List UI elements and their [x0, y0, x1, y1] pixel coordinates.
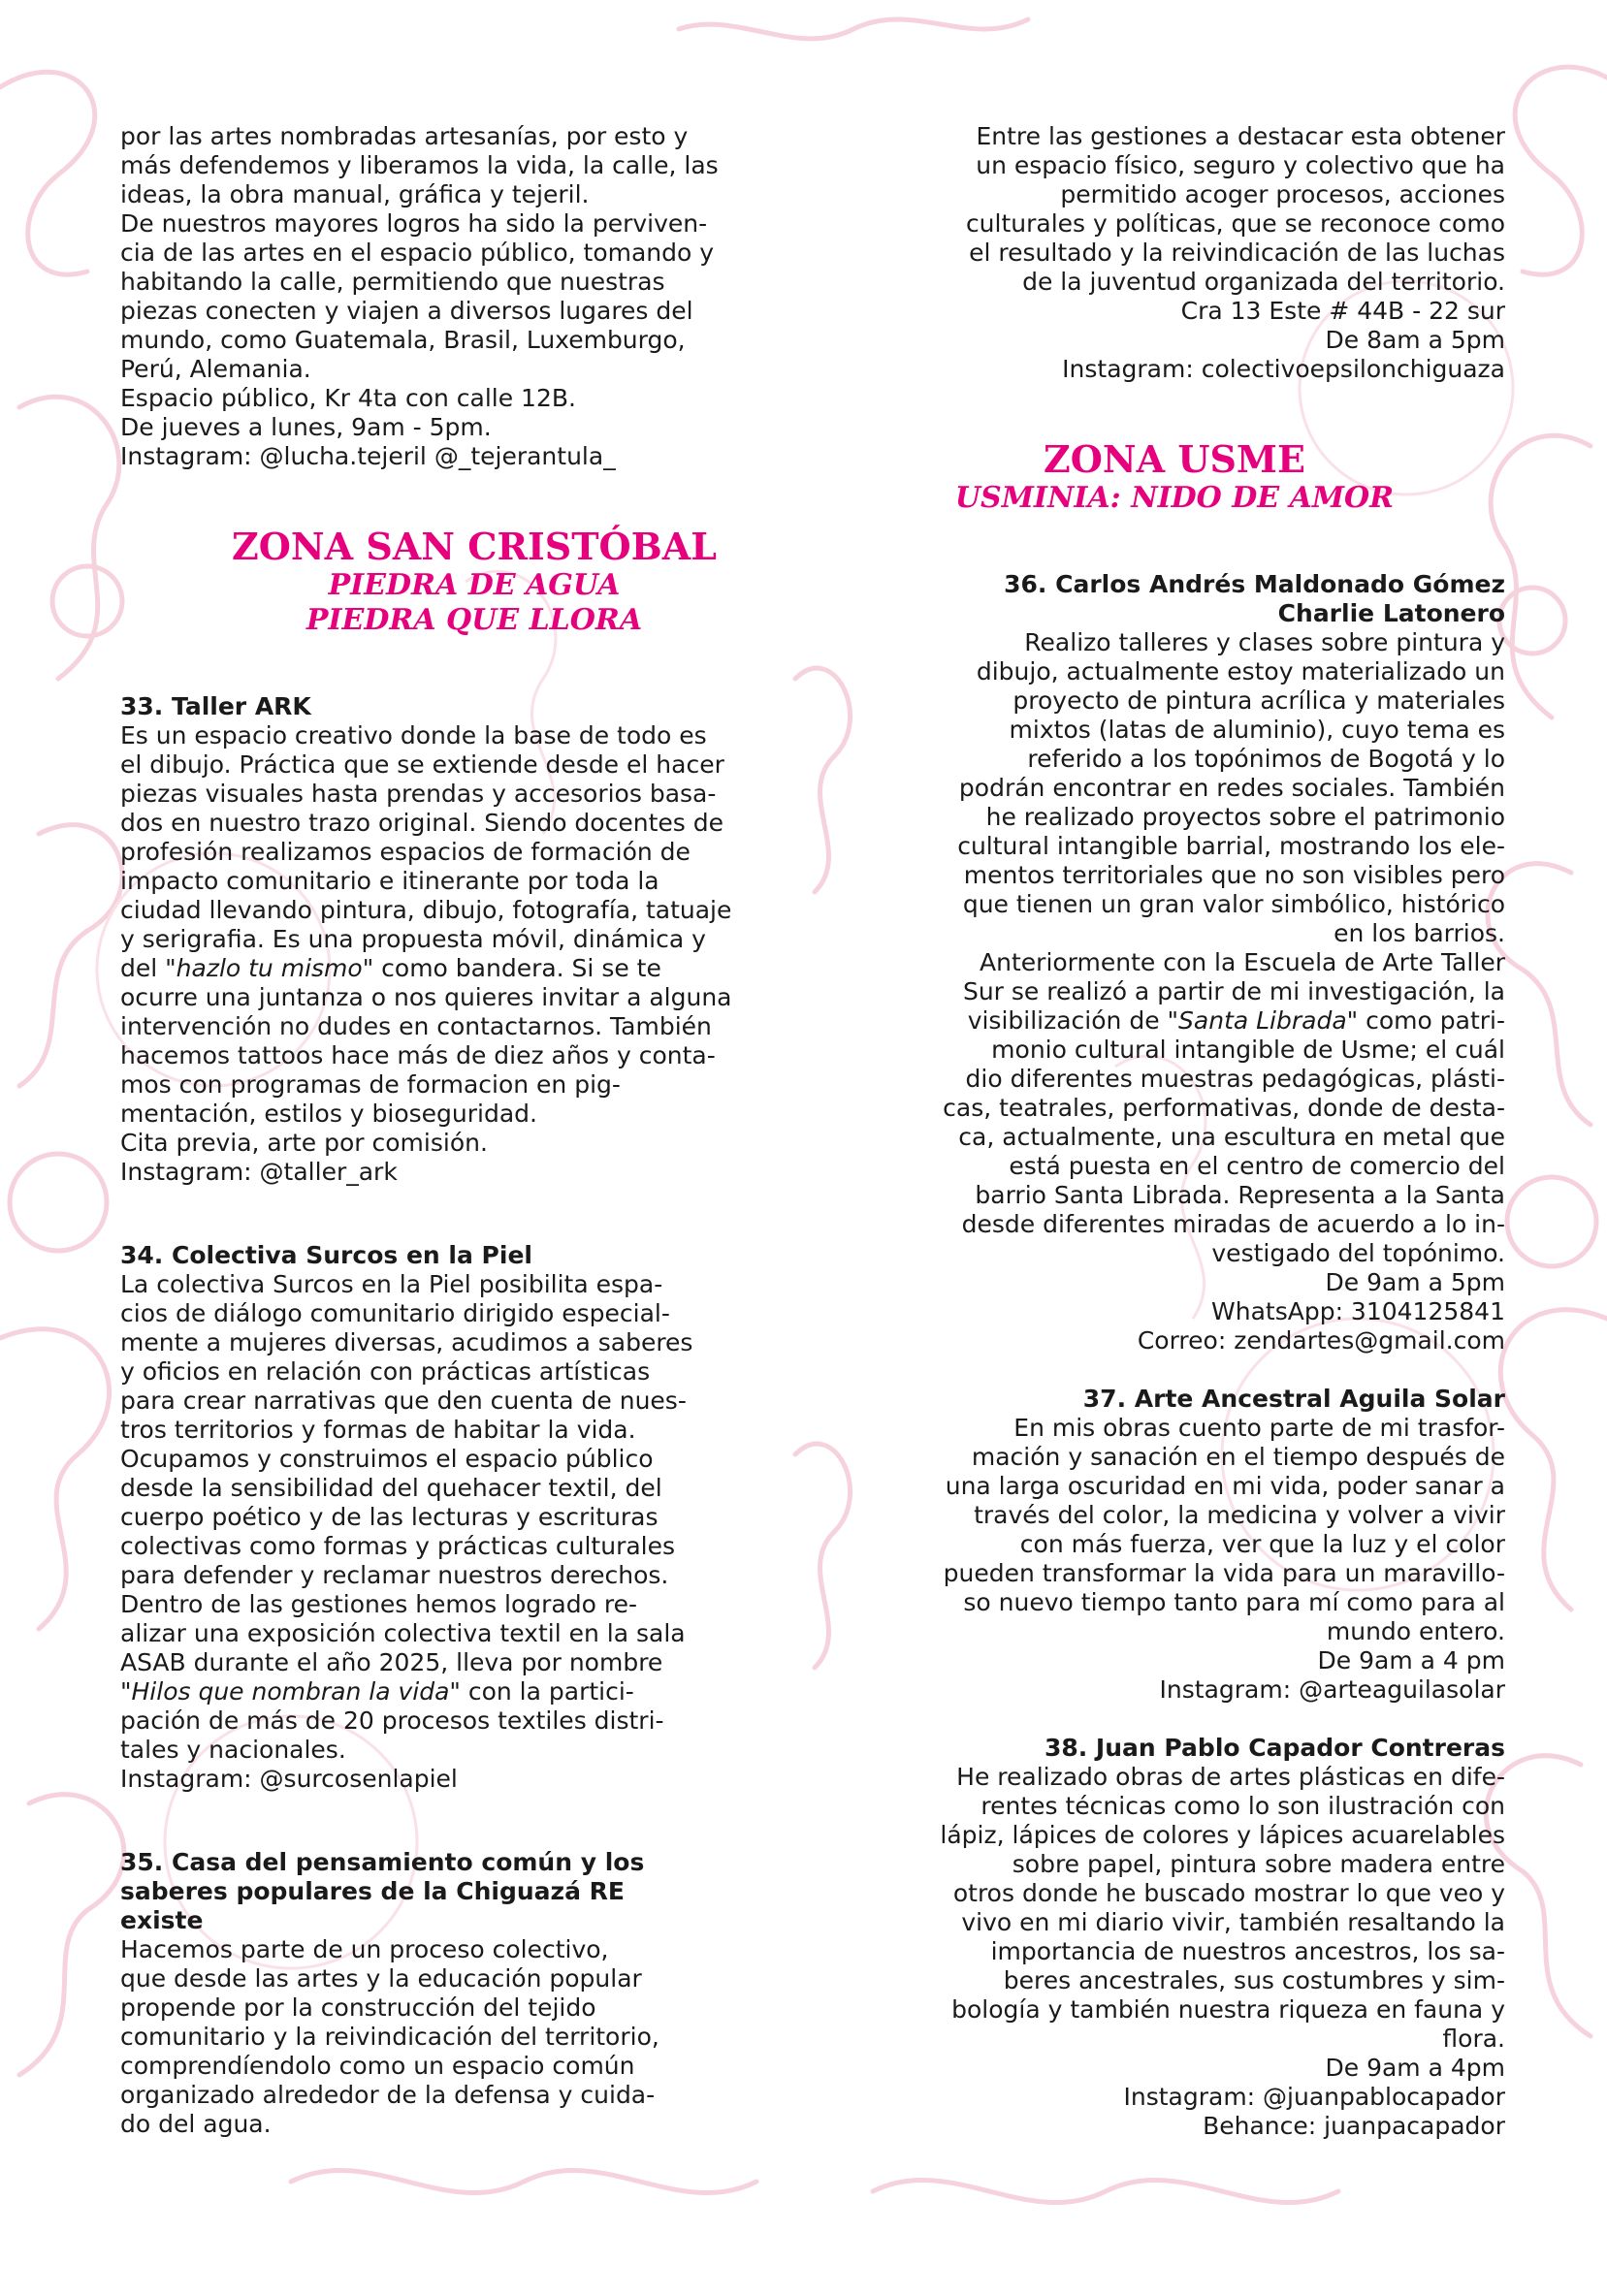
entry-38: [844, 1734, 1505, 2141]
text-line: habitando la calle, permitiendo que nuestras: [120, 268, 665, 296]
text-line: dio diferentes muestras pedagógicas, plásti-: [965, 1065, 1505, 1093]
text-line: con la partici-: [460, 1677, 634, 1706]
text-line: podrán encontrar en redes sociales. También: [958, 774, 1505, 802]
text-line: bología y también nuestra riqueza en fauna y: [951, 1995, 1505, 2024]
text-line: por las artes nombradas artesanías, por esto y: [120, 122, 689, 150]
text-line: mación y sanación en el tiempo después de: [971, 1443, 1505, 1471]
text-line: organizado alrededor de la defensa y cuida-: [120, 2081, 656, 2109]
text-line: He realizado obras de artes plásticas en dife-: [956, 1763, 1505, 1791]
zone-subtitle: USMINIA: NIDO DE AMOR: [954, 481, 1395, 515]
text-line: pación de más de 20 procesos textiles distri-: [120, 1706, 664, 1735]
text-line: beres ancestrales, sus costumbres y sim-: [1003, 1966, 1505, 1994]
text-line: pueden transformar la vida para un maravillo-: [943, 1559, 1505, 1587]
text-line: Anteriormente con la Escuela de Arte Taller: [980, 948, 1505, 976]
left-column: [120, 122, 828, 2139]
text-line: alizar una exposición colectiva textil en la sala: [120, 1619, 686, 1647]
entry-body: [120, 1270, 828, 1794]
text-line: mundo, como Guatemala, Brasil, Luxemburgo,: [120, 326, 686, 354]
text-line: y oficios en relación con prácticas artísticas: [120, 1357, 651, 1386]
emphasis-text: "hazlo tu mismo": [165, 954, 374, 982]
instagram-handle: Instagram: colectivoepsilonchiguaza: [1062, 355, 1505, 383]
text-line: importancia de nuestros ancestros, los sa-: [990, 1937, 1505, 1965]
text-line: Instagram: @lucha.tejeril @_tejerantula_: [120, 442, 616, 470]
text-line: vivo en mi diario vivir, también resaltando la: [961, 1908, 1505, 1936]
text-line: ciudad llevando pintura, dibujo, fotografía, tatuaje: [120, 896, 732, 924]
text-line: mentación, estilos y bioseguridad.: [120, 1100, 537, 1128]
text-line: sobre papel, pintura sobre madera entre: [1012, 1850, 1505, 1878]
text-line: de la juventud organizada del territorio.: [1022, 268, 1505, 296]
text-line: impacto comunitario e itinerante por toda la: [120, 867, 659, 895]
text-line: como patri-: [1358, 1006, 1505, 1035]
text-line: tros territorios y formas de habitar la vida.: [120, 1416, 636, 1444]
text-line: Espacio público, Kr 4ta con calle 12B.: [120, 384, 576, 412]
text-line: piezas visuales hasta prendas y accesorios basa-: [120, 780, 717, 808]
text-line: he realizado proyectos sobre el patrimonio: [985, 803, 1505, 831]
text-line: flora.: [1442, 2025, 1505, 2053]
entry-heading: 37. Arte Ancestral Aguila Solar: [1082, 1385, 1505, 1413]
entry-heading: [844, 570, 1505, 628]
text-line: De jueves a lunes, 9am - 5pm.: [120, 413, 492, 441]
whatsapp-contact: WhatsApp: 3104125841: [1211, 1297, 1505, 1325]
text-line: en los barrios.: [1334, 919, 1505, 947]
text-line: vestigado del topónimo.: [1211, 1239, 1505, 1267]
text-line: más defendemos y liberamos la vida, la calle, las: [120, 151, 719, 179]
entry-33: [120, 692, 828, 1187]
entry-heading: 38. Juan Pablo Capador Contreras: [1044, 1734, 1505, 1762]
hours: De 8am a 5pm: [1325, 326, 1505, 354]
text-line: está puesta en el centro de comercio del: [1009, 1152, 1505, 1180]
text-line: Hacemos parte de un proceso colectivo,: [120, 1935, 609, 1963]
email-contact: Correo: zendartes@gmail.com: [1137, 1326, 1505, 1355]
text-line: mente a mujeres diversas, acudimos a saberes: [120, 1328, 693, 1356]
entry-heading: 34. Colectiva Surcos en la Piel: [120, 1241, 532, 1269]
text-line: tales y nacionales.: [120, 1736, 346, 1764]
text-line: profesión realizamos espacios de formación de: [120, 838, 691, 866]
heading-line: Charlie Latonero: [1277, 599, 1505, 627]
text-line: Realizo talleres y clases sobre pintura y: [1024, 628, 1505, 656]
text-line: Sur se realizó a partir de mi investigación, la: [962, 977, 1505, 1005]
text-line: para crear narrativas que den cuenta de nues-: [120, 1387, 687, 1415]
instagram-handle: Instagram: @surcosenlapiel: [120, 1765, 458, 1793]
text-line: comprendíendolo como un espacio común: [120, 2052, 635, 2080]
text-line: De nuestros mayores logros ha sido la perviven-: [120, 209, 708, 238]
text-line: ca, actualmente, una escultura en metal que: [958, 1123, 1505, 1151]
text-line: comunitario y la reivindicación del territorio,: [120, 2023, 659, 2051]
text-line: ASAB durante el año 2025, lleva por nombre: [120, 1648, 663, 1676]
text-line: para defender y reclamar nuestros derechos.: [120, 1561, 669, 1589]
text-line: un espacio físico, seguro y colectivo que ha: [976, 151, 1505, 179]
text-line: lápiz, lápices de colores y lápices acuarelables: [940, 1821, 1505, 1849]
text-line: cuerpo poético y de las lecturas y escrituras: [120, 1503, 659, 1531]
entry-body: [844, 1414, 1505, 1705]
text-line: so nuevo tiempo tanto para mí como para al: [963, 1588, 1505, 1616]
text-line: dos en nuestro trazo original. Siendo docentes de: [120, 809, 723, 837]
text-line: proyecto de pintura acrílica y materiales: [1012, 686, 1505, 715]
text-line: cultural intangible barrial, mostrando los ele-: [957, 832, 1505, 860]
heading-line: saberes populares de la Chiguazá RE: [120, 1877, 625, 1905]
hours: De 9am a 4 pm: [1317, 1646, 1505, 1674]
text-line: través del color, la medicina y volver a vivir: [974, 1501, 1505, 1529]
text-line: visibilización de: [967, 1006, 1168, 1035]
text-line: piezas conecten y viajen a diversos lugares del: [120, 297, 693, 325]
entry-heading: 33. Taller ARK: [120, 692, 311, 720]
entry-body: [120, 721, 828, 1187]
entry-body: [120, 1935, 828, 2139]
text-line: Ocupamos y construimos el espacio público: [120, 1445, 654, 1473]
zone-subtitle: PIEDRA DE AGUA: [328, 568, 621, 602]
text-line: como bandera. Si se te: [373, 954, 661, 982]
text-line: que tienen un gran valor simbólico, histórico: [962, 890, 1505, 918]
heading-line: 36. Carlos Andrés Maldonado Gómez: [1004, 570, 1505, 598]
text-line: permitido acoger procesos, acciones: [1060, 180, 1505, 208]
text-line: desde diferentes miradas de acuerdo a lo in-: [961, 1210, 1505, 1238]
text-line: Dentro de las gestiones hemos logrado re-: [120, 1590, 637, 1618]
text-line: mentos territoriales que no son visibles pero: [963, 861, 1505, 889]
behance-handle: Behance: juanpacapador: [1203, 2112, 1505, 2140]
text-line: y serigrafia. Es una propuesta móvil, dinámica y: [120, 925, 706, 953]
entry-body: [844, 1763, 1505, 2141]
text-line: una larga oscuridad en mi vida, poder sanar a: [945, 1472, 1505, 1500]
text-line: desde la sensibilidad del quehacer textil, del: [120, 1474, 662, 1502]
text-line: Entre las gestiones a destacar esta obtener: [976, 122, 1505, 150]
instagram-handle: Instagram: @juanpablocapador: [1123, 2083, 1505, 2111]
text-line: con más fuerza, ver que la luz y el color: [1019, 1530, 1505, 1558]
hours: De 9am a 4pm: [1325, 2054, 1505, 2082]
entry-heading: [120, 1848, 828, 1935]
text-line: En mis obras cuento parte de mi trasfor-: [1013, 1414, 1505, 1442]
text-line: ideas, la obra manual, gráfica y tejeril.: [120, 180, 590, 208]
zone-title: ZONA SAN CRISTÓBAL: [232, 525, 717, 568]
text-line: monio cultural intangible de Usme; el cuál: [991, 1036, 1505, 1064]
text-line: ocurre una juntanza o nos quieres invitar a alguna: [120, 983, 732, 1011]
text-line: el dibujo. Práctica que se extiende desde el hacer: [120, 750, 724, 779]
text-line: La colectiva Surcos en la Piel posibilita espa-: [120, 1270, 663, 1298]
emphasis-text: "Santa Librada": [1167, 1006, 1359, 1035]
text-line: intervención no dudes en contactarnos. También: [120, 1012, 712, 1040]
text-line: mos con programas de formacion en pig-: [120, 1070, 621, 1099]
heading-line: existe: [120, 1906, 204, 1934]
instagram-handle: Instagram: @taller_ark: [120, 1158, 398, 1186]
text-line: Perú, Alemania.: [120, 355, 311, 383]
text-line: barrio Santa Librada. Representa a la Santa: [975, 1181, 1505, 1209]
intro-text: [120, 122, 828, 471]
intro-text: [844, 122, 1505, 384]
text-line: que desde las artes y la educación popular: [120, 1964, 642, 1993]
text-line: dibujo, actualmente estoy materializado un: [976, 657, 1505, 686]
text-line: mixtos (latas de aluminio), cuyo tema es: [1009, 716, 1505, 744]
zone-san-cristobal: [120, 526, 828, 638]
text-line: cios de diálogo comunitario dirigido especial-: [120, 1299, 670, 1327]
text-line: colectivas como formas y prácticas culturales: [120, 1532, 676, 1560]
text-line: del: [120, 954, 166, 982]
instagram-handle: Instagram: @arteaguilasolar: [1159, 1675, 1505, 1704]
right-column: [844, 122, 1505, 2141]
text-line: rentes técnicas como lo son ilustración con: [980, 1792, 1505, 1820]
emphasis-text: "Hilos que nombran la vida": [120, 1677, 461, 1706]
text-line: cia de las artes en el espacio público, tomando y: [120, 239, 715, 267]
text-line: hacemos tattoos hace más de diez años y conta-: [120, 1041, 716, 1069]
entry-body: [844, 628, 1505, 1355]
text-line: referido a los topónimos de Bogotá y lo: [1027, 745, 1505, 773]
hours: De 9am a 5pm: [1325, 1268, 1505, 1296]
entry-34: [120, 1241, 828, 1794]
zone-usme: [844, 438, 1505, 516]
text-line: do del agua.: [120, 2110, 272, 2138]
text-line: Cita previa, arte por comisión.: [120, 1129, 488, 1157]
entry-36: [844, 570, 1505, 1355]
zone-title: ZONA USME: [1044, 437, 1305, 481]
text-line: otros donde he buscado mostrar lo que veo y: [952, 1879, 1505, 1907]
text-line: mundo entero.: [1326, 1617, 1505, 1645]
text-line: cas, teatrales, performativas, donde de desta-: [943, 1094, 1505, 1122]
address: Cra 13 Este # 44B - 22 sur: [1180, 297, 1505, 325]
zone-subtitle: PIEDRA QUE LLORA: [305, 603, 643, 637]
text-line: Es un espacio creativo donde la base de todo es: [120, 721, 707, 749]
text-line: propende por la construcción del tejido: [120, 1993, 596, 2022]
entry-37: [844, 1385, 1505, 1705]
text-line: culturales y políticas, que se reconoce como: [965, 209, 1505, 238]
entry-35: [120, 1848, 828, 2139]
heading-line: 35. Casa del pensamiento común y los: [120, 1848, 645, 1876]
text-line: el resultado y la reivindicación de las luchas: [969, 239, 1505, 267]
